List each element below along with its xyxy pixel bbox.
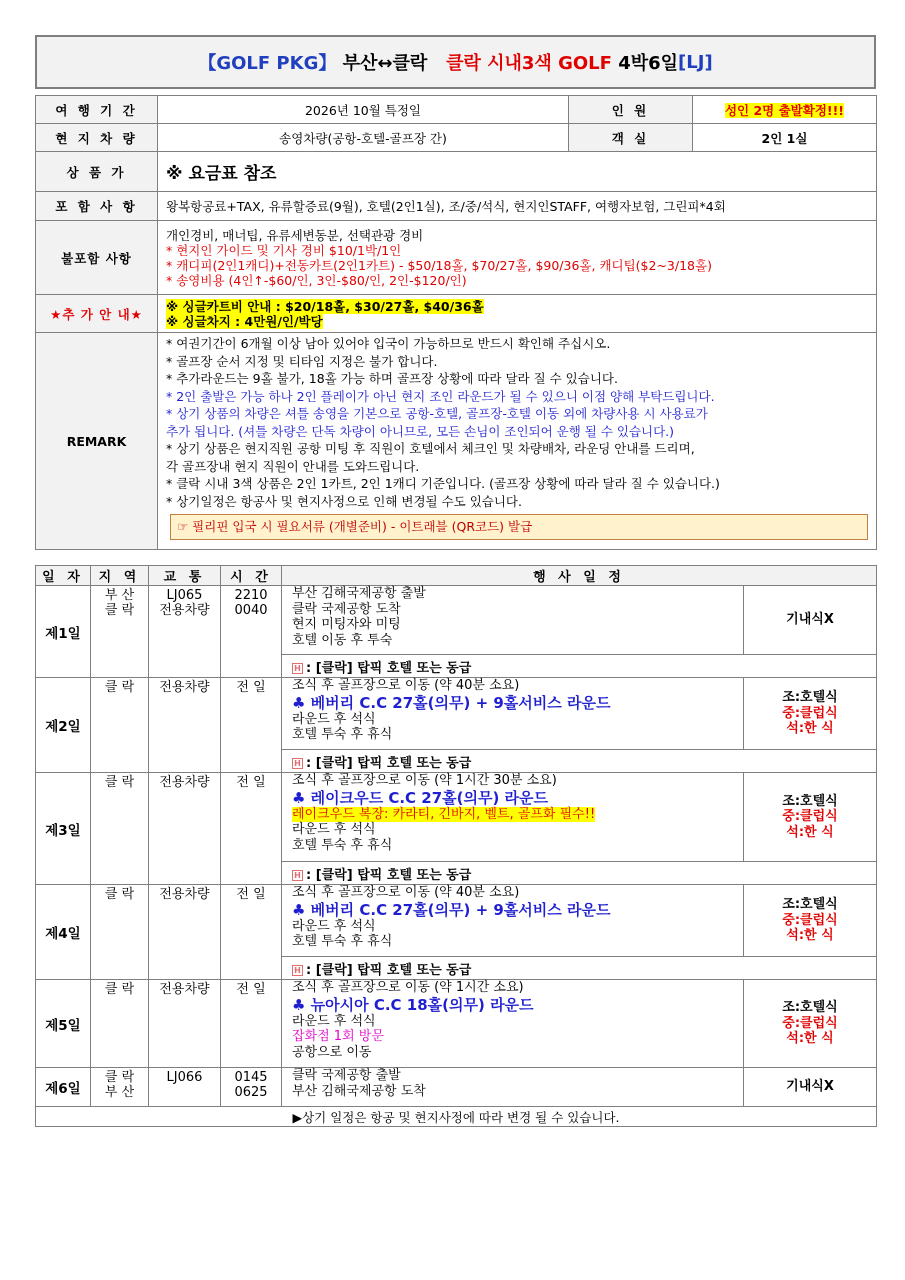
- day-transport: [149, 980, 221, 1068]
- time-line: 2210: [234, 588, 268, 603]
- activity-line: 조식 후 골프장으로 이동 (약 40분 소요): [292, 678, 520, 693]
- region-line: 클 락: [104, 775, 135, 790]
- remark-label: REMARK: [36, 333, 158, 550]
- meal-line: 석:한 식: [786, 721, 834, 737]
- title-pkg: 【GOLF PKG】: [198, 53, 337, 74]
- day-region: [91, 885, 149, 980]
- day-region: [91, 678, 149, 773]
- shopping-line: 잡화점 1회 방문: [292, 1029, 384, 1044]
- extra-line: ※ 싱글차지 : 4만원/인/박당: [166, 313, 323, 329]
- price-value: ※ 요금표 참조: [158, 152, 877, 192]
- activity-line: 부산 김해국제공항 출발: [292, 586, 426, 601]
- activity-line: 조식 후 골프장으로 이동 (약 1시간 30분 소요): [292, 773, 557, 788]
- meal-line: 중:클럽식: [782, 705, 838, 721]
- people-value: 성인 2명 출발확정!!!: [724, 102, 845, 118]
- remark-line: 각 골프장내 현지 직원이 안내를 도와드립니다.: [166, 458, 420, 474]
- vehicle-label: 현 지 차 량: [36, 124, 158, 152]
- transport-line: LJ065: [166, 588, 203, 603]
- header-time: 시 간: [221, 566, 282, 586]
- meal-line: 석:한 식: [786, 928, 834, 944]
- hotel-icon: H: [292, 758, 303, 769]
- day-time: [221, 980, 282, 1068]
- schedule-table: [35, 565, 877, 1127]
- meal-line: 중:클럽식: [782, 1015, 838, 1031]
- hotel-text: : [클락] 탑픽 호텔 또는 동급: [306, 962, 472, 978]
- day-label: 제1일: [36, 586, 91, 678]
- day-transport: [149, 885, 221, 980]
- day-label: 제4일: [36, 885, 91, 980]
- hotel-line: [282, 750, 877, 773]
- activity-line: 호텔 투숙 후 휴식: [292, 727, 393, 742]
- golf-course-line: ♣ 뉴아시아 C.C 18홀(의무) 라운드: [292, 995, 534, 1014]
- extra-line: ※ 싱글카트비 안내 : $20/18홀, $30/27홀, $40/36홀: [166, 298, 484, 314]
- remark-line: * 상기일정은 항공사 및 현지사정으로 인해 변경될 수도 있습니다.: [166, 493, 522, 509]
- meal-line: 기내식X: [786, 612, 834, 628]
- activity-line: 클락 국제공항 출발: [292, 1068, 401, 1083]
- golf-course-line: ♣ 레이크우드 C.C 27홀(의무) 라운드: [292, 788, 549, 807]
- header-date: 일 자: [36, 566, 91, 586]
- hotel-text: : [클락] 탑픽 호텔 또는 동급: [306, 660, 472, 676]
- day-time: [221, 885, 282, 980]
- activity-line: 라운드 후 석식: [292, 1013, 376, 1029]
- day-region: [91, 586, 149, 678]
- entry-notice: ☞ 필리핀 입국 시 필요서류 (개별준비) - 이트래블 (QR코드) 발급: [170, 514, 868, 540]
- day-time: [221, 586, 282, 678]
- remark-line: * 상기 상품은 현지직원 공항 미팅 후 직원이 호텔에서 체크인 및 차량배차, 라운딩 안내를 드리며,: [166, 441, 695, 456]
- activity-line: 라운드 후 석식: [292, 822, 376, 837]
- time-line: 전 일: [236, 982, 266, 997]
- day-activities: [282, 980, 744, 1068]
- exclude-label: 불포함 사항: [36, 221, 158, 295]
- meal-line: 중:클럽식: [782, 809, 838, 825]
- day-label: 제6일: [36, 1068, 91, 1107]
- day-region: [91, 1068, 149, 1107]
- day-meals: [744, 980, 877, 1068]
- day-meals: [744, 885, 877, 957]
- extra-label: ★추 가 안 내★: [36, 295, 158, 333]
- include-value: 왕복항공료+TAX, 유류할증료(9월), 호텔(2인1실), 조/중/석식, 현지인STAFF, 여행자보험, 그린피*4회: [158, 192, 877, 221]
- day-label: 제5일: [36, 980, 91, 1068]
- exclude-line: * 캐디피(2인1캐디)+전동카트(2인1카트) - $50/18홀, $70/27홀, $90/36홀, 캐디팁($2~3/18홀): [166, 257, 712, 273]
- activity-line: 공항으로 이동: [292, 1044, 372, 1060]
- region-line: 클 락: [104, 887, 135, 902]
- transport-line: 전용차량: [159, 680, 210, 695]
- time-line: 전 일: [236, 775, 266, 790]
- activity-line: 조식 후 골프장으로 이동 (약 1시간 소요): [292, 980, 524, 995]
- time-line: 0040: [234, 603, 268, 618]
- title-airline: [LJ]: [678, 51, 713, 73]
- day-transport: [149, 1068, 221, 1107]
- meal-line: 조:호텔식: [782, 1000, 838, 1016]
- region-line: 클 락: [104, 1070, 135, 1085]
- time-line: 전 일: [236, 680, 266, 695]
- region-line: 클 락: [104, 603, 135, 618]
- period-label: 여 행 기 간: [36, 96, 158, 124]
- meal-line: 석:한 식: [786, 824, 834, 840]
- region-line: 클 락: [104, 982, 135, 997]
- day-meals: [744, 773, 877, 862]
- extra-list: [158, 295, 877, 333]
- hotel-icon: H: [292, 965, 303, 976]
- remark-line: * 여권기간이 6개월 이상 남아 있어야 입국이 가능하므로 반드시 확인해 주십시오.: [166, 336, 611, 351]
- remark-line: 추가 됩니다. (셔틀 차량은 단독 차량이 아니므로, 모든 손님이 조인되어 운행 될 수 있습니다.): [166, 423, 675, 439]
- hotel-text: : [클락] 탑픽 호텔 또는 동급: [306, 867, 472, 883]
- day-transport: [149, 586, 221, 678]
- header-region: 지 역: [91, 566, 149, 586]
- exclude-line: 개인경비, 매너팁, 유류세변동분, 선택관광 경비: [166, 227, 424, 243]
- day-transport: [149, 773, 221, 885]
- activity-line: 라운드 후 석식: [292, 711, 376, 727]
- title-duration: 4박6일: [618, 53, 679, 74]
- time-line: 0625: [234, 1085, 268, 1100]
- meal-line: 조:호텔식: [782, 793, 838, 809]
- hotel-icon: H: [292, 870, 303, 881]
- activity-line: 부산 김해국제공항 도착: [292, 1083, 426, 1099]
- meal-line: 조:호텔식: [782, 897, 838, 913]
- time-line: 전 일: [236, 887, 266, 902]
- day-time: [221, 773, 282, 885]
- activity-line: 호텔 이동 후 투숙: [292, 632, 393, 648]
- meal-line: 조:호텔식: [782, 690, 838, 706]
- activity-line: 현지 미팅자와 미팅: [292, 617, 401, 632]
- exclude-line: * 송영비용 (4인↑-$60/인, 3인-$80/인, 2인-$120/인): [166, 272, 467, 288]
- remark-line: * 추가라운드는 9홀 불가, 18홀 가능 하며 골프장 상황에 따라 달라 질 수 있습니다.: [166, 371, 618, 386]
- info-table: [35, 95, 877, 550]
- dress-code-line: 레이크우드 복장: 카라티, 긴바지, 벨트, 골프화 필수!!: [292, 806, 596, 822]
- hotel-line: [282, 655, 877, 678]
- transport-line: 전용차량: [159, 775, 210, 790]
- header-transport: 교 통: [149, 566, 221, 586]
- day-activities: [282, 773, 744, 862]
- region-line: 부 산: [104, 588, 135, 603]
- day-meals: [744, 1068, 877, 1107]
- day-region: [91, 773, 149, 885]
- hotel-icon: H: [292, 663, 303, 674]
- region-line: 부 산: [104, 1085, 135, 1100]
- transport-line: 전용차량: [159, 982, 210, 997]
- schedule-footer-note: ▶상기 일정은 항공 및 현지사정에 따라 변경 될 수 있습니다.: [36, 1107, 877, 1127]
- activity-line: 클락 국제공항 도착: [292, 601, 401, 617]
- meal-line: 석:한 식: [786, 1031, 834, 1047]
- activity-line: 호텔 투숙 후 휴식: [292, 837, 393, 853]
- header-itinerary: 행 사 일 정: [282, 566, 877, 586]
- transport-line: LJ066: [166, 1070, 203, 1085]
- price-label: 상 품 가: [36, 152, 158, 192]
- region-line: 클 락: [104, 680, 135, 695]
- meal-line: 중:클럽식: [782, 912, 838, 928]
- hotel-line: [282, 957, 877, 980]
- meal-line: 기내식X: [786, 1079, 834, 1095]
- remark-line: * 클락 시내 3색 상품은 2인 1카트, 2인 1캐디 기준입니다. (골프장 상황에 따라 달라 질 수 있습니다.): [166, 476, 720, 491]
- time-line: 0145: [234, 1070, 268, 1085]
- remark-line: * 골프장 순서 지정 및 티타임 지정은 불가 합니다.: [166, 353, 438, 369]
- day-label: 제2일: [36, 678, 91, 773]
- day-meals: [744, 678, 877, 750]
- golf-course-line: ♣ 베버리 C.C 27홀(의무) + 9홀서비스 라운드: [292, 693, 611, 712]
- day-meals: [744, 586, 877, 655]
- hotel-text: : [클락] 탑픽 호텔 또는 동급: [306, 755, 472, 771]
- remark-list: [158, 333, 877, 550]
- day-time: [221, 678, 282, 773]
- day-label: 제3일: [36, 773, 91, 885]
- exclude-line: * 현지인 가이드 및 기사 경비 $10/1박/1인: [166, 242, 402, 258]
- room-label: 객 실: [569, 124, 693, 152]
- exclude-list: [158, 221, 877, 295]
- activity-line: 라운드 후 석식: [292, 918, 376, 934]
- hotel-line: [282, 862, 877, 885]
- day-time: [221, 1068, 282, 1107]
- day-region: [91, 980, 149, 1068]
- activity-line: 호텔 투숙 후 휴식: [292, 934, 393, 949]
- people-label: 인 원: [569, 96, 693, 124]
- day-activities: [282, 678, 744, 750]
- period-value: 2026년 10월 특정일: [158, 96, 569, 124]
- room-value: 2인 1실: [693, 124, 877, 152]
- golf-course-line: ♣ 베버리 C.C 27홀(의무) + 9홀서비스 라운드: [292, 900, 611, 919]
- page-title: [35, 35, 876, 89]
- day-activities: [282, 1068, 744, 1107]
- remark-line: * 상기 상품의 차량은 셔틀 송영을 기본으로 공항-호텔, 골프장-호텔 이동 외에 차량사용 시 사용료가: [166, 406, 708, 421]
- people-value-cell: [693, 96, 877, 124]
- vehicle-value: 송영차량(공항-호텔-골프장 간): [158, 124, 569, 152]
- title-route: 부산↔클락: [342, 53, 428, 74]
- remark-line: * 2인 출발은 가능 하나 2인 플레이가 아닌 현지 조인 라운드가 될 수 있으니 이점 양해 부탁드립니다.: [166, 388, 715, 404]
- include-label: 포 함 사 항: [36, 192, 158, 221]
- day-activities: [282, 586, 744, 655]
- day-transport: [149, 678, 221, 773]
- day-activities: [282, 885, 744, 957]
- activity-line: 조식 후 골프장으로 이동 (약 40분 소요): [292, 885, 520, 900]
- transport-line: 전용차량: [159, 887, 210, 902]
- transport-line: 전용차량: [159, 603, 210, 618]
- title-product: 클락 시내3색 GOLF: [446, 53, 612, 74]
